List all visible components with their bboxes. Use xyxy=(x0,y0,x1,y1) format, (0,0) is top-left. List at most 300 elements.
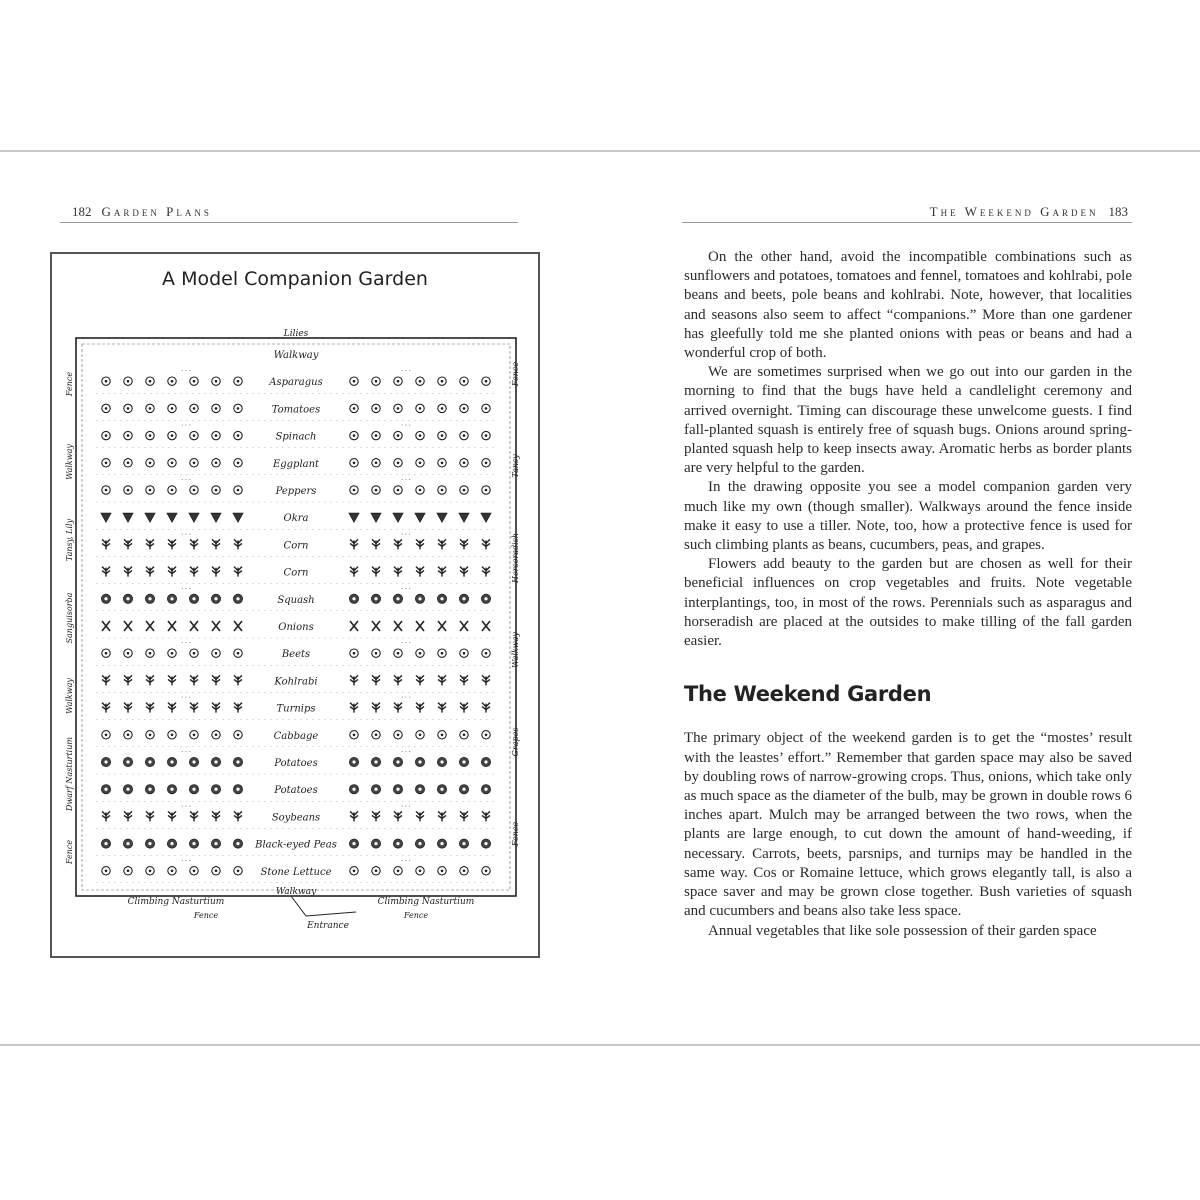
plant-mark xyxy=(441,870,444,873)
left-side-label: Tansy, Lily xyxy=(65,518,74,562)
plant-mark xyxy=(374,842,377,845)
companion-mark: · · · xyxy=(181,585,191,593)
plant-mark xyxy=(375,407,378,410)
plant-mark xyxy=(214,788,217,791)
entrance-label: Entrance xyxy=(307,921,349,931)
plant-mark xyxy=(233,513,243,522)
figure-title: A Model Companion Garden xyxy=(162,268,428,290)
plant-mark xyxy=(375,489,378,492)
plant-mark xyxy=(482,567,490,577)
entrance-path xyxy=(291,896,356,916)
garden-plan-drawing xyxy=(66,324,526,944)
plant-mark xyxy=(397,462,400,465)
plant-mark xyxy=(105,407,108,410)
plant-mark xyxy=(481,513,491,522)
plant-mark xyxy=(215,734,218,737)
plant-mark xyxy=(482,621,490,631)
plant-mark xyxy=(212,621,220,631)
plant-mark xyxy=(236,788,239,791)
plant-mark xyxy=(419,652,422,655)
companion-mark: · · · xyxy=(401,531,411,539)
plant-mark xyxy=(485,652,488,655)
plant-mark xyxy=(127,380,130,383)
plant-mark xyxy=(438,703,446,713)
plant-mark xyxy=(397,652,400,655)
plant-mark xyxy=(353,434,356,437)
plant-mark xyxy=(418,760,421,763)
paragraph: Annual vegetables that like sole possession of their garden space xyxy=(708,922,1097,939)
plant-mark xyxy=(149,407,152,410)
plant-mark xyxy=(416,567,424,577)
companion-mark: · · · xyxy=(401,857,411,865)
plant-mark xyxy=(440,788,443,791)
plant-mark xyxy=(234,675,242,685)
plant-mark xyxy=(237,407,240,410)
row-label: Cabbage xyxy=(273,730,319,742)
row-label: Corn xyxy=(283,540,309,552)
plant-mark xyxy=(463,462,466,465)
plant-mark xyxy=(485,870,488,873)
plant-mark xyxy=(211,513,221,522)
plant-mark xyxy=(438,567,446,577)
plant-mark xyxy=(170,760,173,763)
row-label: Tomatoes xyxy=(271,404,321,416)
plant-mark xyxy=(105,734,108,737)
plant-mark xyxy=(374,788,377,791)
left-side-label: Walkway xyxy=(65,678,74,714)
plant-mark xyxy=(482,811,490,821)
plant-mark xyxy=(171,734,174,737)
companion-mark: · · · xyxy=(401,640,411,648)
plant-mark xyxy=(149,734,152,737)
right-side-label: Fence xyxy=(511,361,520,387)
plant-mark xyxy=(145,513,155,522)
companion-mark: · · · xyxy=(181,477,191,484)
plant-mark xyxy=(440,597,443,600)
plant-mark xyxy=(215,407,218,410)
companion-mark: · · · xyxy=(181,749,191,756)
companion-mark: · · · xyxy=(401,803,411,811)
plant-mark xyxy=(102,567,110,577)
plant-mark xyxy=(352,788,355,791)
plant-mark xyxy=(396,842,399,845)
row-label: Potatoes xyxy=(274,758,318,769)
plant-mark xyxy=(416,811,424,821)
plant-mark xyxy=(416,621,424,631)
plant-mark xyxy=(394,811,402,821)
plant-mark xyxy=(104,597,107,600)
plant-mark xyxy=(148,842,151,845)
plant-mark xyxy=(215,870,218,873)
plant-mark xyxy=(190,567,198,577)
companion-mark: · · · xyxy=(181,694,191,702)
plant-mark xyxy=(441,434,444,437)
plant-mark xyxy=(237,870,240,873)
companion-mark: · · · xyxy=(181,531,191,539)
plant-mark xyxy=(419,434,422,437)
plant-mark xyxy=(168,675,176,685)
plant-mark xyxy=(485,434,488,437)
plant-mark xyxy=(462,842,465,845)
plant-mark xyxy=(192,842,195,845)
right-side-label: Tansy xyxy=(511,454,520,478)
plant-mark xyxy=(104,760,107,763)
plant-mark xyxy=(170,597,173,600)
plant-mark xyxy=(102,675,110,685)
plant-mark xyxy=(104,788,107,791)
plant-mark xyxy=(190,621,198,631)
plant-mark xyxy=(146,567,154,577)
plant-mark xyxy=(485,489,488,492)
plant-mark xyxy=(149,380,152,383)
plant-mark xyxy=(484,788,487,791)
plant-mark xyxy=(463,734,466,737)
plant-mark xyxy=(416,675,424,685)
plant-mark xyxy=(171,870,174,873)
plant-mark xyxy=(416,703,424,713)
plant-mark xyxy=(237,734,240,737)
plant-mark xyxy=(419,734,422,737)
row-label: Spinach xyxy=(275,431,317,443)
plant-mark xyxy=(394,675,402,685)
plant-mark xyxy=(127,462,130,465)
book-spread xyxy=(0,150,1200,1046)
plant-mark xyxy=(485,380,488,383)
plant-mark xyxy=(212,811,220,821)
plant-mark xyxy=(485,734,488,737)
plant-mark xyxy=(353,380,356,383)
row-label: Beets xyxy=(281,649,311,661)
plant-mark xyxy=(190,539,198,549)
plant-mark xyxy=(146,811,154,821)
plant-mark xyxy=(215,489,218,492)
inner-walkway-line xyxy=(82,344,510,890)
plant-mark xyxy=(397,407,400,410)
plant-mark xyxy=(460,703,468,713)
plant-mark xyxy=(440,760,443,763)
companion-mark: · · · xyxy=(401,368,411,376)
row-label: Soybeans xyxy=(271,812,321,824)
plant-mark xyxy=(463,489,466,492)
plant-mark xyxy=(193,489,196,492)
plant-mark xyxy=(193,734,196,737)
right-side-label: Grapes xyxy=(511,727,520,757)
row-label: Squash xyxy=(277,594,315,606)
plant-mark xyxy=(171,407,174,410)
plant-mark xyxy=(393,513,403,522)
plant-mark xyxy=(374,760,377,763)
plant-mark xyxy=(375,652,378,655)
plant-mark xyxy=(441,407,444,410)
plant-mark xyxy=(482,675,490,685)
bottom-label: Climbing Nasturtium xyxy=(377,897,475,907)
plant-mark xyxy=(418,842,421,845)
plant-mark xyxy=(394,621,402,631)
left-side-label: Sanguisorba xyxy=(65,592,74,644)
row-label: Kohlrabi xyxy=(274,676,318,688)
companion-mark: · · · xyxy=(181,803,191,811)
left-side-label: Dwarf Nasturtium xyxy=(65,737,74,811)
plant-mark xyxy=(149,489,152,492)
plant-mark xyxy=(234,567,242,577)
plant-mark xyxy=(105,652,108,655)
plant-mark xyxy=(350,675,358,685)
plant-mark xyxy=(438,621,446,631)
left-side-label: Walkway xyxy=(65,444,74,480)
plant-mark xyxy=(397,434,400,437)
plant-mark xyxy=(171,652,174,655)
plant-mark xyxy=(102,539,110,549)
plant-mark xyxy=(440,842,443,845)
plant-mark xyxy=(193,462,196,465)
right-side-label: Horseradish xyxy=(511,533,520,583)
companion-mark: · · · xyxy=(401,477,411,484)
left-page-number: 182 xyxy=(72,204,92,219)
left-side-label: Fence xyxy=(65,371,74,397)
companion-mark: · · · xyxy=(401,585,411,593)
plant-mark xyxy=(146,703,154,713)
plant-mark xyxy=(419,407,422,410)
plant-mark xyxy=(353,652,356,655)
right-side-label: Walkway xyxy=(511,632,520,668)
plant-mark xyxy=(105,380,108,383)
plant-mark xyxy=(149,652,152,655)
plant-mark xyxy=(193,652,196,655)
plant-mark xyxy=(237,434,240,437)
plant-mark xyxy=(372,811,380,821)
right-page-body xyxy=(684,248,1132,941)
plant-mark xyxy=(438,811,446,821)
plant-mark xyxy=(394,703,402,713)
plant-mark xyxy=(105,462,108,465)
row-label: Asparagus xyxy=(269,377,323,389)
plant-mark xyxy=(102,811,110,821)
row-label: Turnips xyxy=(276,703,316,715)
plant-mark xyxy=(419,380,422,383)
plant-mark xyxy=(396,597,399,600)
plant-mark xyxy=(102,621,110,631)
plant-mark xyxy=(441,462,444,465)
plant-mark xyxy=(149,462,152,465)
plant-mark xyxy=(212,539,220,549)
row-label: Okra xyxy=(283,513,309,525)
plant-mark xyxy=(372,675,380,685)
plant-mark xyxy=(234,621,242,631)
right-header-rule xyxy=(682,222,1132,223)
plant-mark xyxy=(127,870,130,873)
companion-mark: · · · xyxy=(181,640,191,648)
plant-mark xyxy=(438,539,446,549)
plant-mark xyxy=(416,539,424,549)
plant-mark xyxy=(167,513,177,522)
plant-mark xyxy=(441,734,444,737)
plant-mark xyxy=(419,462,422,465)
plant-mark xyxy=(105,434,108,437)
plant-mark xyxy=(353,870,356,873)
plant-mark xyxy=(148,760,151,763)
plant-mark xyxy=(212,703,220,713)
left-running-head xyxy=(62,204,212,220)
plant-mark xyxy=(237,462,240,465)
plant-mark xyxy=(482,539,490,549)
plant-mark xyxy=(350,539,358,549)
plant-mark xyxy=(484,842,487,845)
plant-mark xyxy=(104,842,107,845)
plant-mark xyxy=(214,597,217,600)
plant-mark xyxy=(149,434,152,437)
plant-mark xyxy=(127,407,130,410)
plant-mark xyxy=(146,621,154,631)
plant-mark xyxy=(459,513,469,522)
plant-mark xyxy=(190,703,198,713)
bottom-label: Walkway xyxy=(275,887,317,897)
plant-mark xyxy=(397,380,400,383)
plant-mark xyxy=(394,539,402,549)
right-page-number: 183 xyxy=(1108,204,1128,219)
plant-mark xyxy=(350,703,358,713)
plant-mark xyxy=(482,703,490,713)
plant-mark xyxy=(146,675,154,685)
row-label: Walkway xyxy=(273,350,319,361)
plant-mark xyxy=(394,567,402,577)
plant-mark xyxy=(126,760,129,763)
plant-mark xyxy=(375,734,378,737)
plant-mark xyxy=(192,788,195,791)
plant-mark xyxy=(460,539,468,549)
companion-garden-figure xyxy=(50,252,540,958)
plant-mark xyxy=(374,597,377,600)
plant-mark xyxy=(190,811,198,821)
plant-mark xyxy=(126,788,129,791)
plant-mark xyxy=(460,567,468,577)
paragraph: In the drawing opposite you see a model companion garden very much like my own (though smaller). Walkways around the fence inside make it easy to use a tiller. Note, too, how a protective fence is used for such climbing plants as beans, cucumbers, peas, and grapes. xyxy=(684,479,1132,554)
plant-mark xyxy=(441,652,444,655)
plant-mark xyxy=(485,407,488,410)
right-running-head xyxy=(930,204,1138,220)
plant-mark xyxy=(171,489,174,492)
plant-mark xyxy=(214,842,217,845)
row-label: Potatoes xyxy=(274,785,318,797)
fence-label: Fence xyxy=(193,911,219,920)
plant-mark xyxy=(126,597,129,600)
plant-mark xyxy=(462,788,465,791)
plant-mark xyxy=(353,462,356,465)
plant-mark xyxy=(192,597,195,600)
plant-mark xyxy=(396,760,399,763)
left-running-head-title: Garden Plans xyxy=(101,204,212,219)
plant-mark xyxy=(127,734,130,737)
plant-mark xyxy=(105,870,108,873)
plant-mark xyxy=(237,380,240,383)
plant-mark xyxy=(484,760,487,763)
plant-mark xyxy=(375,434,378,437)
plant-mark xyxy=(236,760,239,763)
left-side-label: Fence xyxy=(65,839,74,865)
plant-mark xyxy=(419,870,422,873)
plant-mark xyxy=(171,434,174,437)
plant-mark xyxy=(215,652,218,655)
plant-mark xyxy=(352,760,355,763)
plant-mark xyxy=(237,489,240,492)
plant-mark xyxy=(441,380,444,383)
plant-mark xyxy=(215,462,218,465)
plant-mark xyxy=(397,734,400,737)
plant-mark xyxy=(123,513,133,522)
companion-mark: · · · xyxy=(181,857,191,865)
plant-mark xyxy=(353,407,356,410)
plant-mark xyxy=(419,489,422,492)
plant-mark xyxy=(397,870,400,873)
plant-mark xyxy=(126,842,129,845)
plant-mark xyxy=(441,489,444,492)
plant-mark xyxy=(215,434,218,437)
plant-mark xyxy=(372,539,380,549)
plant-mark xyxy=(418,597,421,600)
companion-mark: · · · xyxy=(401,422,411,430)
plant-mark xyxy=(101,513,111,522)
plant-mark xyxy=(127,652,130,655)
left-header-rule xyxy=(60,222,518,223)
plant-mark xyxy=(236,597,239,600)
plant-mark xyxy=(462,760,465,763)
row-label: Peppers xyxy=(275,486,317,497)
plant-mark xyxy=(105,489,108,492)
fence-label: Fence xyxy=(403,911,429,920)
plant-mark xyxy=(170,842,173,845)
plant-mark xyxy=(484,597,487,600)
row-label: Onions xyxy=(278,622,314,633)
plant-mark xyxy=(124,539,132,549)
plant-mark xyxy=(171,462,174,465)
paragraph: On the other hand, avoid the incompatible combinations such as sunflowers and potatoes, tomatoes and fennel, tomatoes and kohlrabi, pole beans and beets, pole beans and kohlrabi. Note, however, that localities and seasons also seem to affect “companions.” More than one gardener has gleefully told me she planted onions with peas or beans and had a wonderful crop of both. xyxy=(684,249,1132,362)
plant-mark xyxy=(460,811,468,821)
row-label: Stone Lettuce xyxy=(260,866,332,878)
plant-mark xyxy=(463,870,466,873)
plant-mark xyxy=(124,811,132,821)
plant-mark xyxy=(463,380,466,383)
plant-mark xyxy=(437,513,447,522)
plant-mark xyxy=(168,567,176,577)
plant-mark xyxy=(124,703,132,713)
plant-mark xyxy=(149,870,152,873)
plant-mark xyxy=(148,788,151,791)
plant-mark xyxy=(375,462,378,465)
plant-mark xyxy=(193,434,196,437)
plant-mark xyxy=(170,788,173,791)
bottom-label: Climbing Nasturtium xyxy=(127,897,225,907)
plant-mark xyxy=(234,811,242,821)
plant-mark xyxy=(375,870,378,873)
plant-mark xyxy=(397,489,400,492)
plant-mark xyxy=(418,788,421,791)
plant-mark xyxy=(212,675,220,685)
plant-mark xyxy=(353,489,356,492)
plant-mark xyxy=(148,597,151,600)
row-label: Black-eyed Peas xyxy=(255,839,337,851)
plant-mark xyxy=(236,842,239,845)
plant-mark xyxy=(192,760,195,763)
plant-mark xyxy=(234,539,242,549)
plant-mark xyxy=(371,513,381,522)
plant-mark xyxy=(350,811,358,821)
plant-mark xyxy=(415,513,425,522)
plant-mark xyxy=(463,652,466,655)
plant-mark xyxy=(189,513,199,522)
plant-mark xyxy=(350,621,358,631)
plant-mark xyxy=(462,597,465,600)
plant-mark xyxy=(193,380,196,383)
companion-mark: · · · xyxy=(401,749,411,756)
